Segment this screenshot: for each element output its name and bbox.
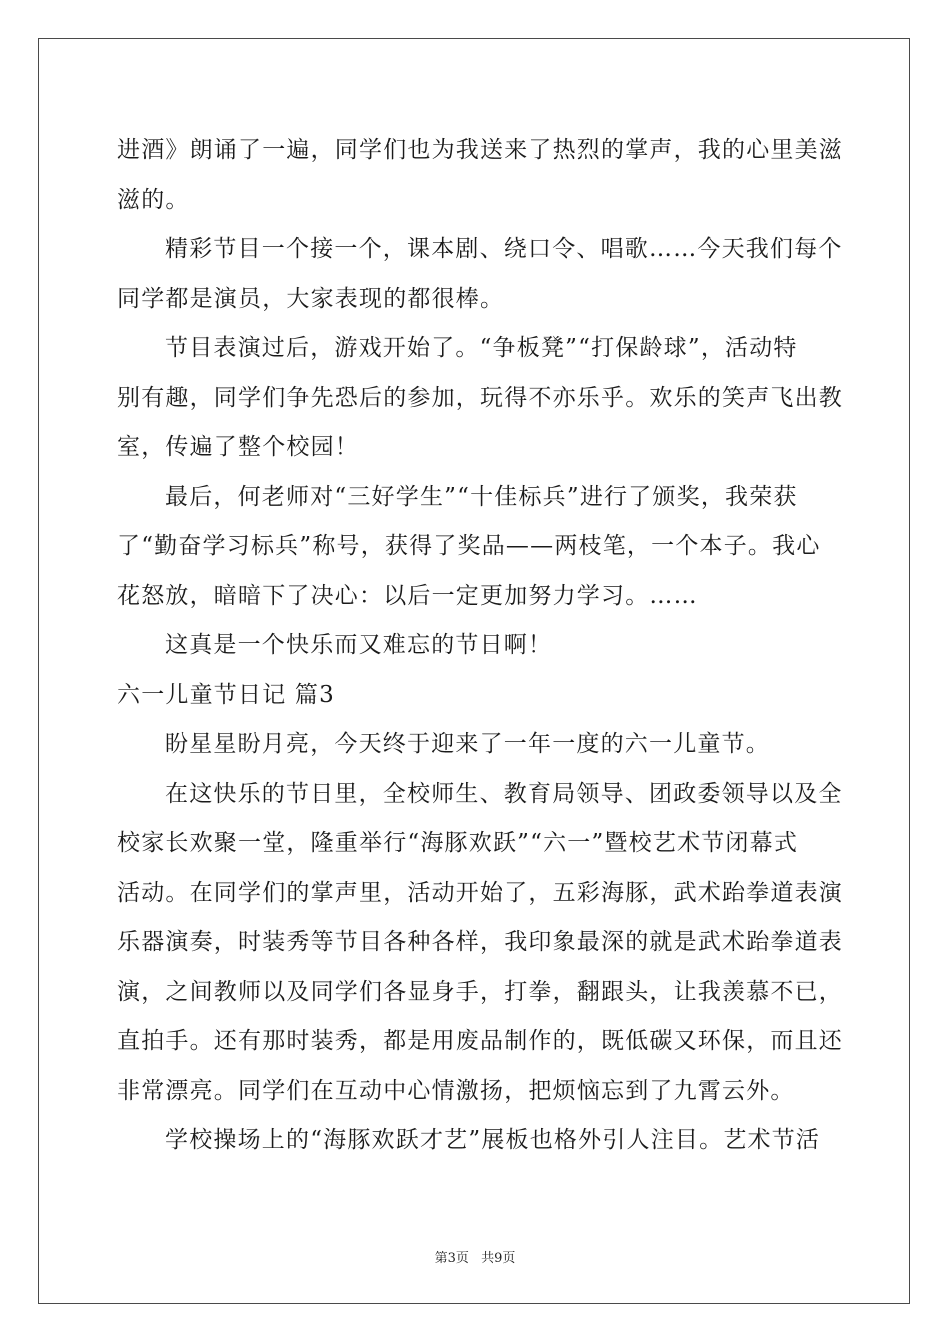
page-number-total: 共9页 (481, 1251, 516, 1266)
text-line: 这真是一个快乐而又难忘的节日啊！ (165, 632, 553, 658)
text-line: 活动。在同学们的掌声里，活动开始了，五彩海豚，武术跆拳道表演 (117, 879, 843, 906)
text-line: 进酒》朗诵了一遍，同学们也为我送来了热烈的掌声，我的心里美滋 (117, 137, 843, 163)
text-line: 乐器演奏，时装秀等节目各种各样，我印象最深的就是武术跆拳道表 (117, 929, 843, 955)
text-line: 校家长欢聚一堂，隆重举行“海豚欢跃”“六一”暨校艺术节闭幕式 (117, 830, 799, 856)
text-line: 盼星星盼月亮，今天终于迎来了一年一度的六一儿童节。 (165, 731, 770, 757)
text-line: 滋的。 (117, 186, 190, 213)
text-line: 最后，何老师对“三好学生”“十佳标兵”进行了颁奖，我荣获 (165, 483, 798, 510)
page-footer (0, 1247, 950, 1266)
text-line: 同学都是演员，大家表现的都很棒。 (117, 285, 505, 312)
text-line: 六一儿童节日记 篇3 (117, 681, 335, 708)
document-body (117, 126, 843, 1166)
text-line: 精彩节目一个接一个，课本剧、绕口令、唱歌……今天我们每个 (165, 236, 843, 262)
text-line: 直拍手。还有那时装秀，都是用废品制作的，既低碳又环保，而且还 (117, 1028, 843, 1054)
text-line: 别有趣，同学们争先恐后的参加，玩得不亦乐乎。欢乐的笑声飞出教 (117, 384, 843, 411)
text-line: 花怒放，暗暗下了决心：以后一定更加努力学习。…… (117, 582, 698, 609)
text-line: 室，传遍了整个校园！ (117, 434, 359, 460)
text-line: 在这快乐的节日里，全校师生、教育局领导、团政委领导以及全 (165, 780, 843, 807)
text-line: 演，之间教师以及同学们各显身手，打拳，翻跟头，让我羡慕不已， (117, 978, 843, 1005)
text-line: 学校操场上的“海豚欢跃才艺”展板也格外引人注目。艺术节活 (165, 1127, 821, 1153)
page-number-current: 第3页 (434, 1251, 469, 1266)
text-line: 节目表演过后，游戏开始了。“争板凳”“打保龄球”，活动特 (165, 335, 798, 361)
text-line: 非常漂亮。同学们在互动中心情激扬，把烦恼忘到了九霄云外。 (117, 1077, 795, 1104)
text-line: 了“勤奋学习标兵”称号，获得了奖品——两枝笔，一个本子。我心 (117, 533, 821, 559)
